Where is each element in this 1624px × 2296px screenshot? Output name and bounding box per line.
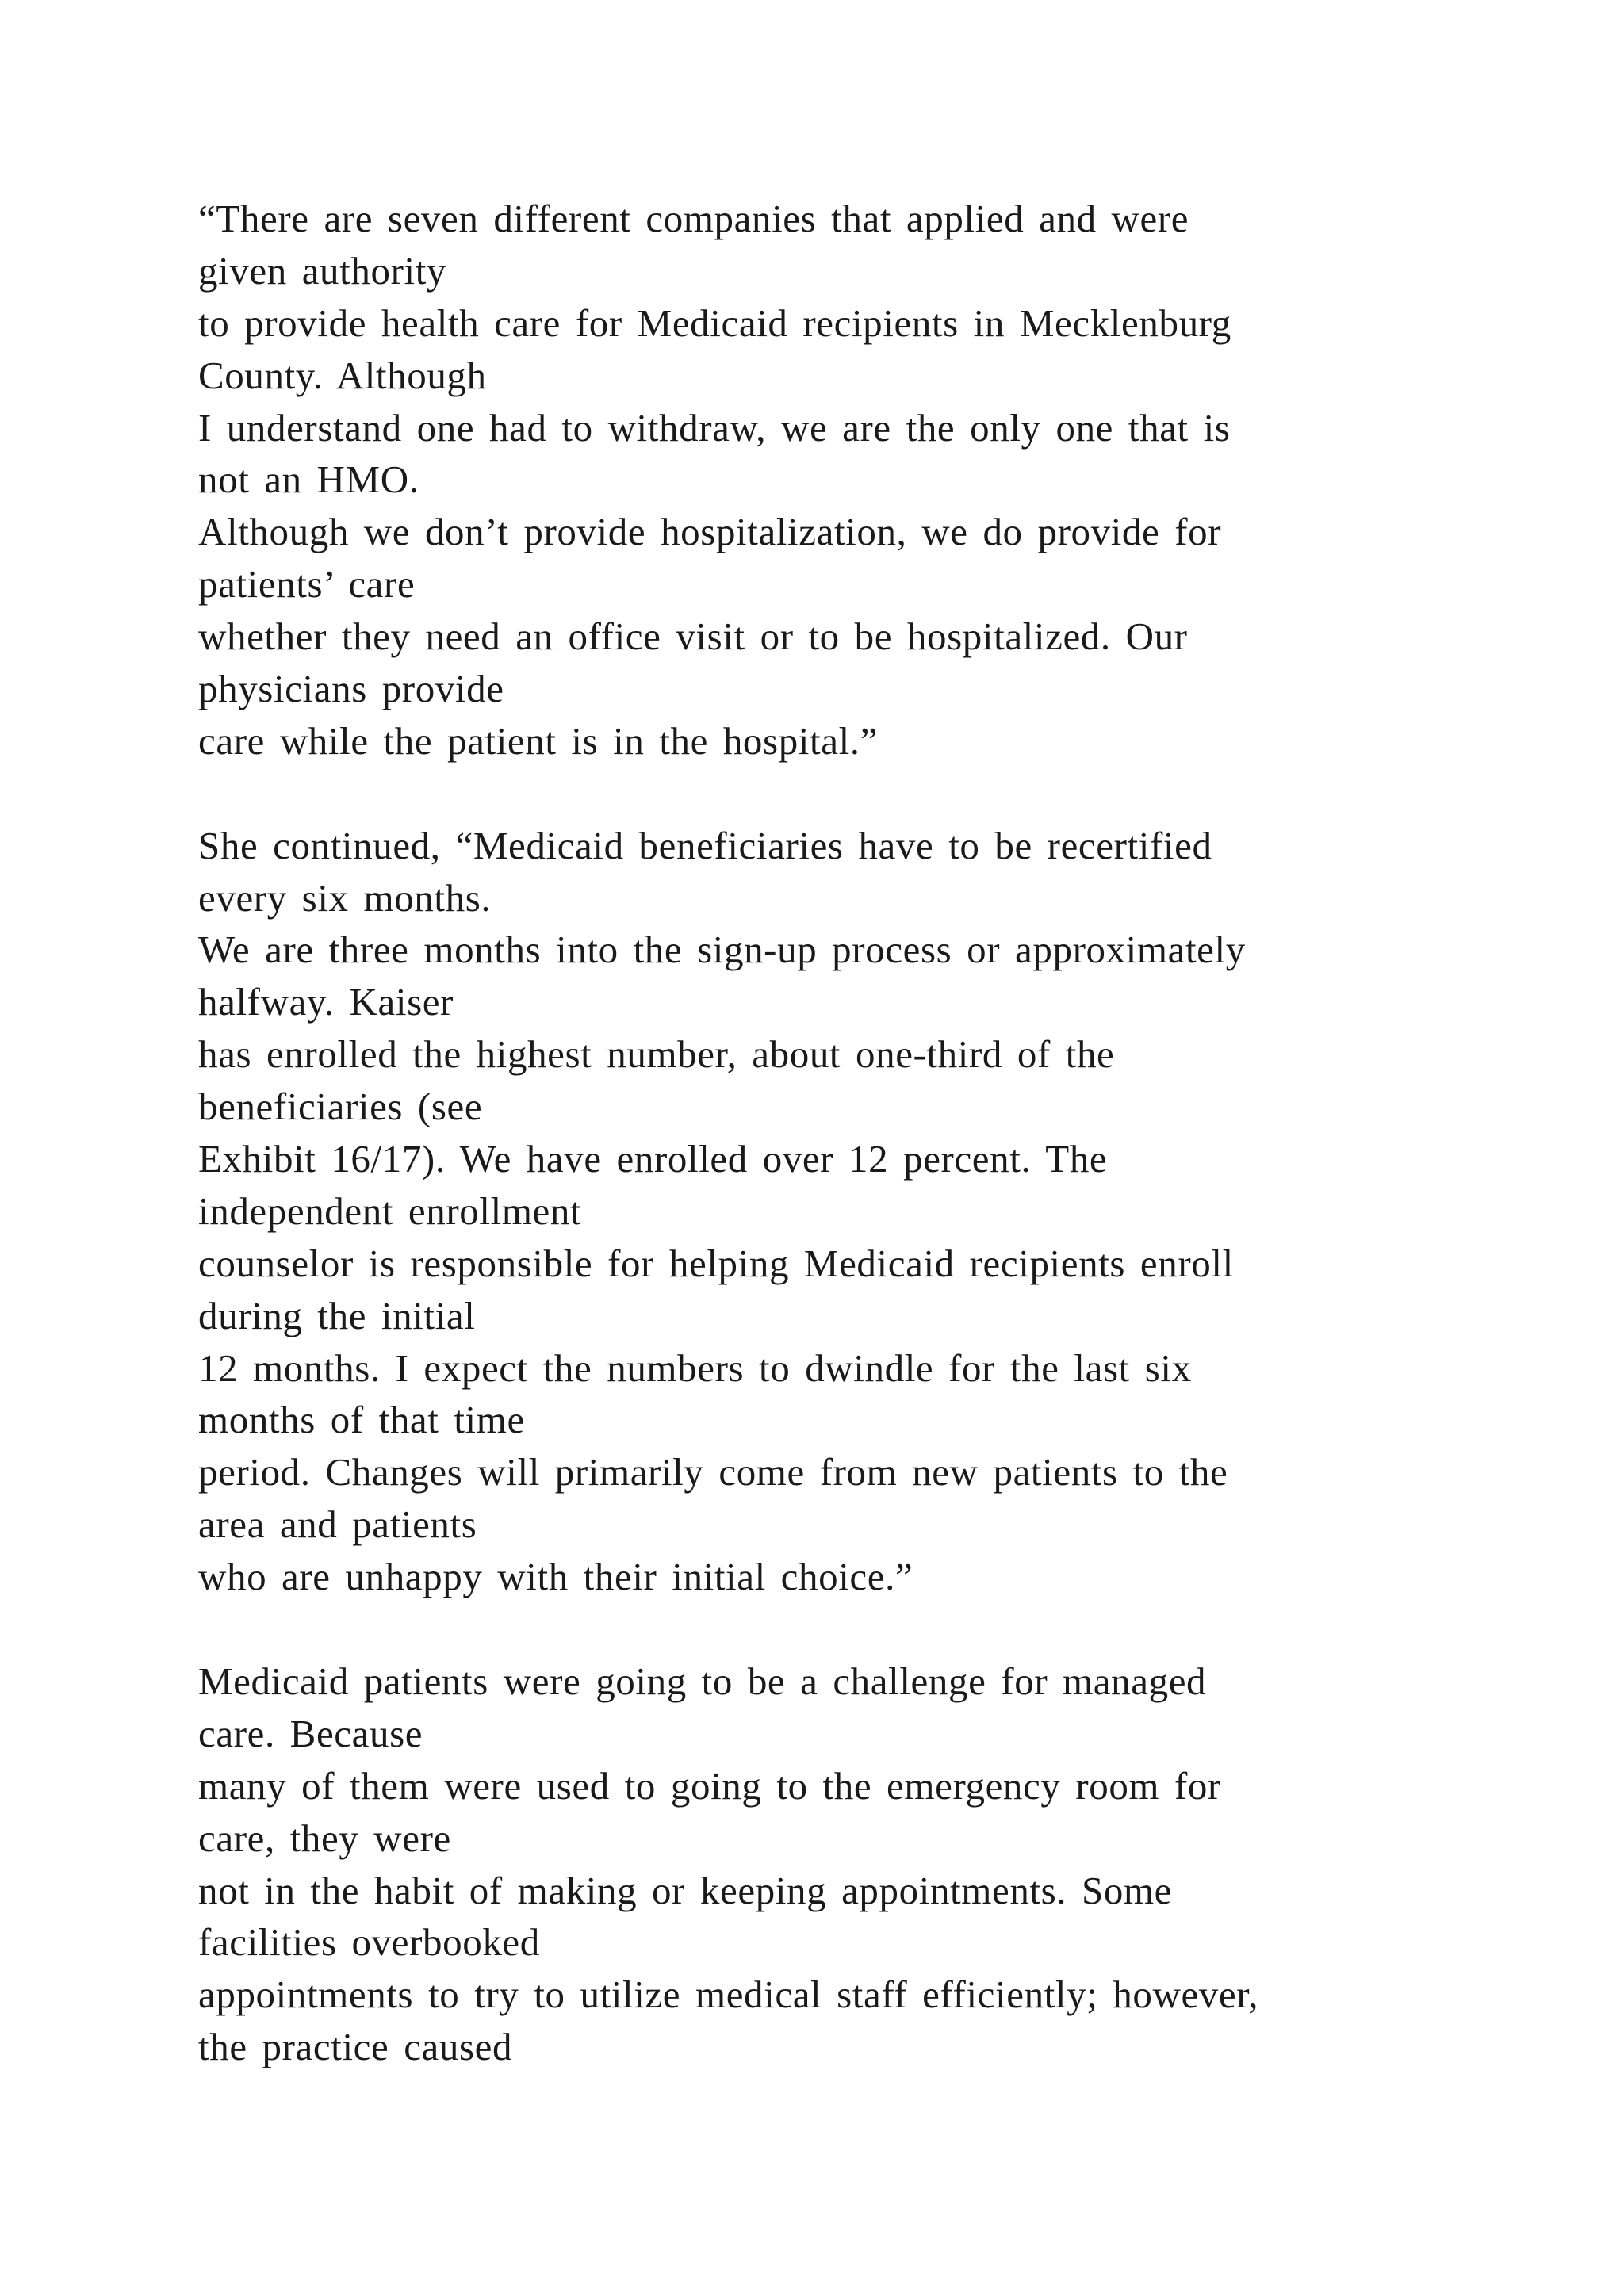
text-line: County. Although	[198, 353, 487, 397]
text-line: who are unhappy with their initial choice.”	[198, 1555, 914, 1599]
text-line: to provide health care for Medicaid recipients in Mecklenburg	[198, 300, 1231, 345]
document-body	[198, 193, 1507, 2073]
paragraph-spacer	[198, 767, 1507, 820]
text-line: appointments to try to utilize medical staff efficiently; however,	[198, 1973, 1259, 2017]
text-line: care while the patient is in the hospital.”	[198, 718, 878, 763]
text-line: every six months.	[198, 875, 492, 920]
text-line: during the initial	[198, 1293, 476, 1337]
text-line: beneficiaries (see	[198, 1085, 483, 1129]
text-line: months of that time	[198, 1398, 525, 1442]
text-line: I understand one had to withdraw, we are the only one that is	[198, 405, 1231, 450]
text-line: Although we don’t provide hospitalization, we do provide for	[198, 510, 1222, 554]
text-line: counselor is responsible for helping Medicaid recipients enroll	[198, 1241, 1234, 1285]
text-line: many of them were used to going to the emergency room for	[198, 1763, 1221, 1808]
text-line: Exhibit 16/17). We have enrolled over 12 percent. The	[198, 1137, 1108, 1181]
text-line: facilities overbooked	[198, 1920, 540, 1965]
text-line: We are three months into the sign-up process or approximately	[198, 928, 1246, 972]
text-line: whether they need an office visit or to be hospitalized. Our	[198, 614, 1188, 659]
text-line: not an HMO.	[198, 457, 419, 502]
text-line: physicians provide	[198, 667, 504, 711]
text-line: has enrolled the highest number, about one-third of the	[198, 1032, 1115, 1077]
text-line: “There are seven different companies that applied and were	[198, 197, 1189, 240]
paragraph-1	[198, 193, 1507, 767]
paragraph-3	[198, 1655, 1507, 2073]
text-line: halfway. Kaiser	[198, 980, 454, 1024]
text-line: care. Because	[198, 1711, 423, 1755]
text-line: given authority	[198, 248, 447, 293]
text-line: 12 months. I expect the numbers to dwindle for the last six	[198, 1345, 1192, 1390]
text-line: not in the habit of making or keeping appointments. Some	[198, 1868, 1173, 1912]
text-line: period. Changes will primarily come from new patients to the	[198, 1450, 1228, 1494]
text-line: the practice caused	[198, 2025, 513, 2069]
text-line: area and patients	[198, 1502, 477, 1547]
text-line: Medicaid patients were going to be a challenge for managed	[198, 1659, 1207, 1703]
paragraph-spacer	[198, 1603, 1507, 1655]
text-line: She continued, “Medicaid beneficiaries have to be recertified	[198, 823, 1212, 867]
text-line: care, they were	[198, 1816, 451, 1860]
paragraph-2	[198, 820, 1507, 1603]
text-line: patients’ care	[198, 562, 416, 607]
text-line: independent enrollment	[198, 1188, 582, 1233]
